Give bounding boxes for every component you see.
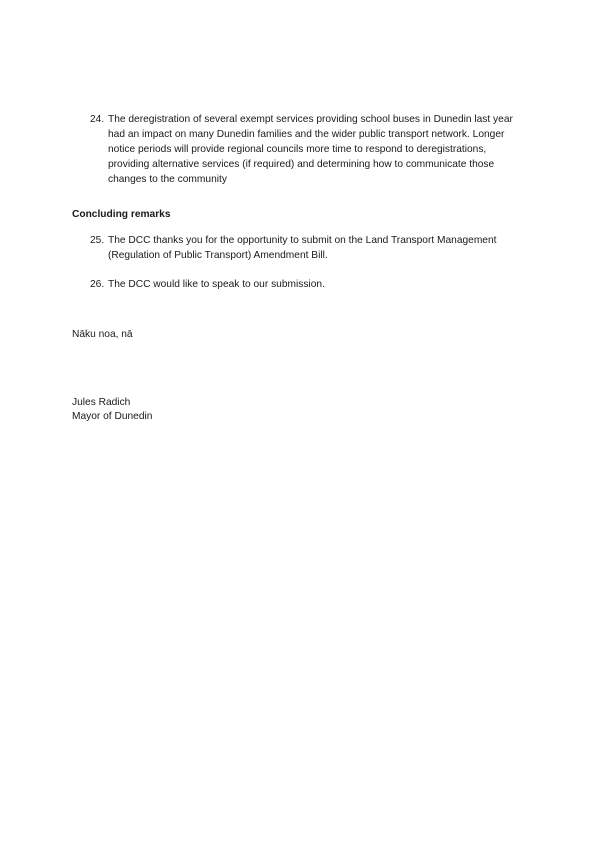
- paragraph-number: 24.: [90, 114, 105, 125]
- paragraph-text: The DCC thanks you for the opportunity to submit on the Land Transport Management (Regulation of Public Transport) Amendment Bill.: [108, 235, 497, 261]
- paragraph-text: The deregistration of several exempt services providing school buses in Dunedin last year had an impact on many Dunedin families and the wider public transport network. Longer notice periods will provide regional councils more time to respond to deregistrations, providing alternative services (if required) and determining how to communicate those changes to the community: [108, 114, 513, 185]
- signoff-text: Nāku noa, nā: [72, 329, 133, 340]
- concluding-remarks-heading: Concluding remarks: [72, 209, 171, 220]
- paragraph-text: The DCC would like to speak to our submission.: [108, 279, 325, 290]
- paragraph-24: [90, 112, 530, 187]
- paragraph-number: 25.: [90, 235, 105, 246]
- paragraph-25: [90, 233, 530, 263]
- signatory-name: Jules Radich: [72, 397, 131, 408]
- paragraph-number: 26.: [90, 279, 105, 290]
- signatory-title: Mayor of Dunedin: [72, 411, 153, 422]
- paragraph-26: [90, 277, 530, 292]
